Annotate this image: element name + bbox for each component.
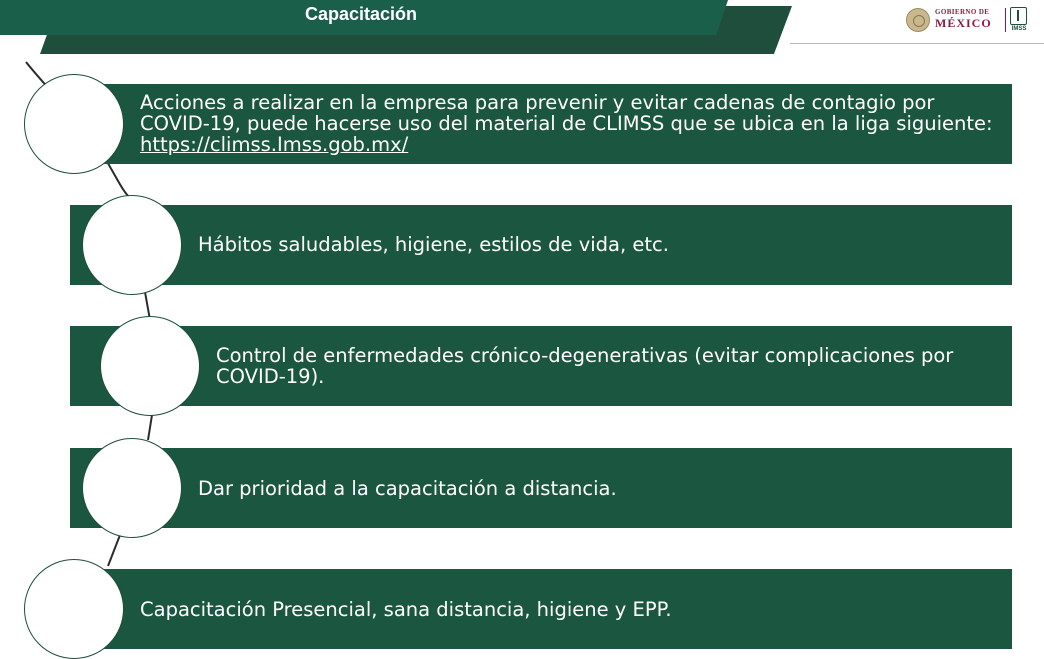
- bullet-circle: [100, 316, 200, 416]
- item-2-text: Hábitos saludables, higiene, estilos de vida, etc.: [198, 233, 669, 256]
- item-3-text: Control de enfermedades crónico-degenerativas (evitar complicaciones por COVID-19).: [216, 344, 954, 388]
- item-5-text: Capacitación Presencial, sana distancia, higiene y EPP.: [140, 598, 672, 621]
- item-1-text: Acciones a realizar en la empresa para prevenir y evitar cadenas de contagio por COVID-19, puede hacerse uso del material de CLIMSS que se ubica en la liga siguiente:: [140, 91, 993, 135]
- list-item-text: [140, 92, 1008, 155]
- bullet-circle: [82, 195, 182, 295]
- climss-link[interactable]: https://climss.Imss.gob.mx/: [140, 133, 409, 156]
- imss-label: IMSS: [1011, 26, 1027, 32]
- bullet-circle: [24, 559, 124, 659]
- bullet-circle: [24, 74, 124, 174]
- bullet-circle: [82, 438, 182, 538]
- gobierno-label: GOBIERNO DE: [935, 8, 990, 16]
- item-4-text: Dar prioridad a la capacitación a distancia.: [198, 477, 617, 500]
- page-title: Capacitación: [305, 4, 418, 24]
- mexico-label: MÉXICO: [935, 16, 992, 30]
